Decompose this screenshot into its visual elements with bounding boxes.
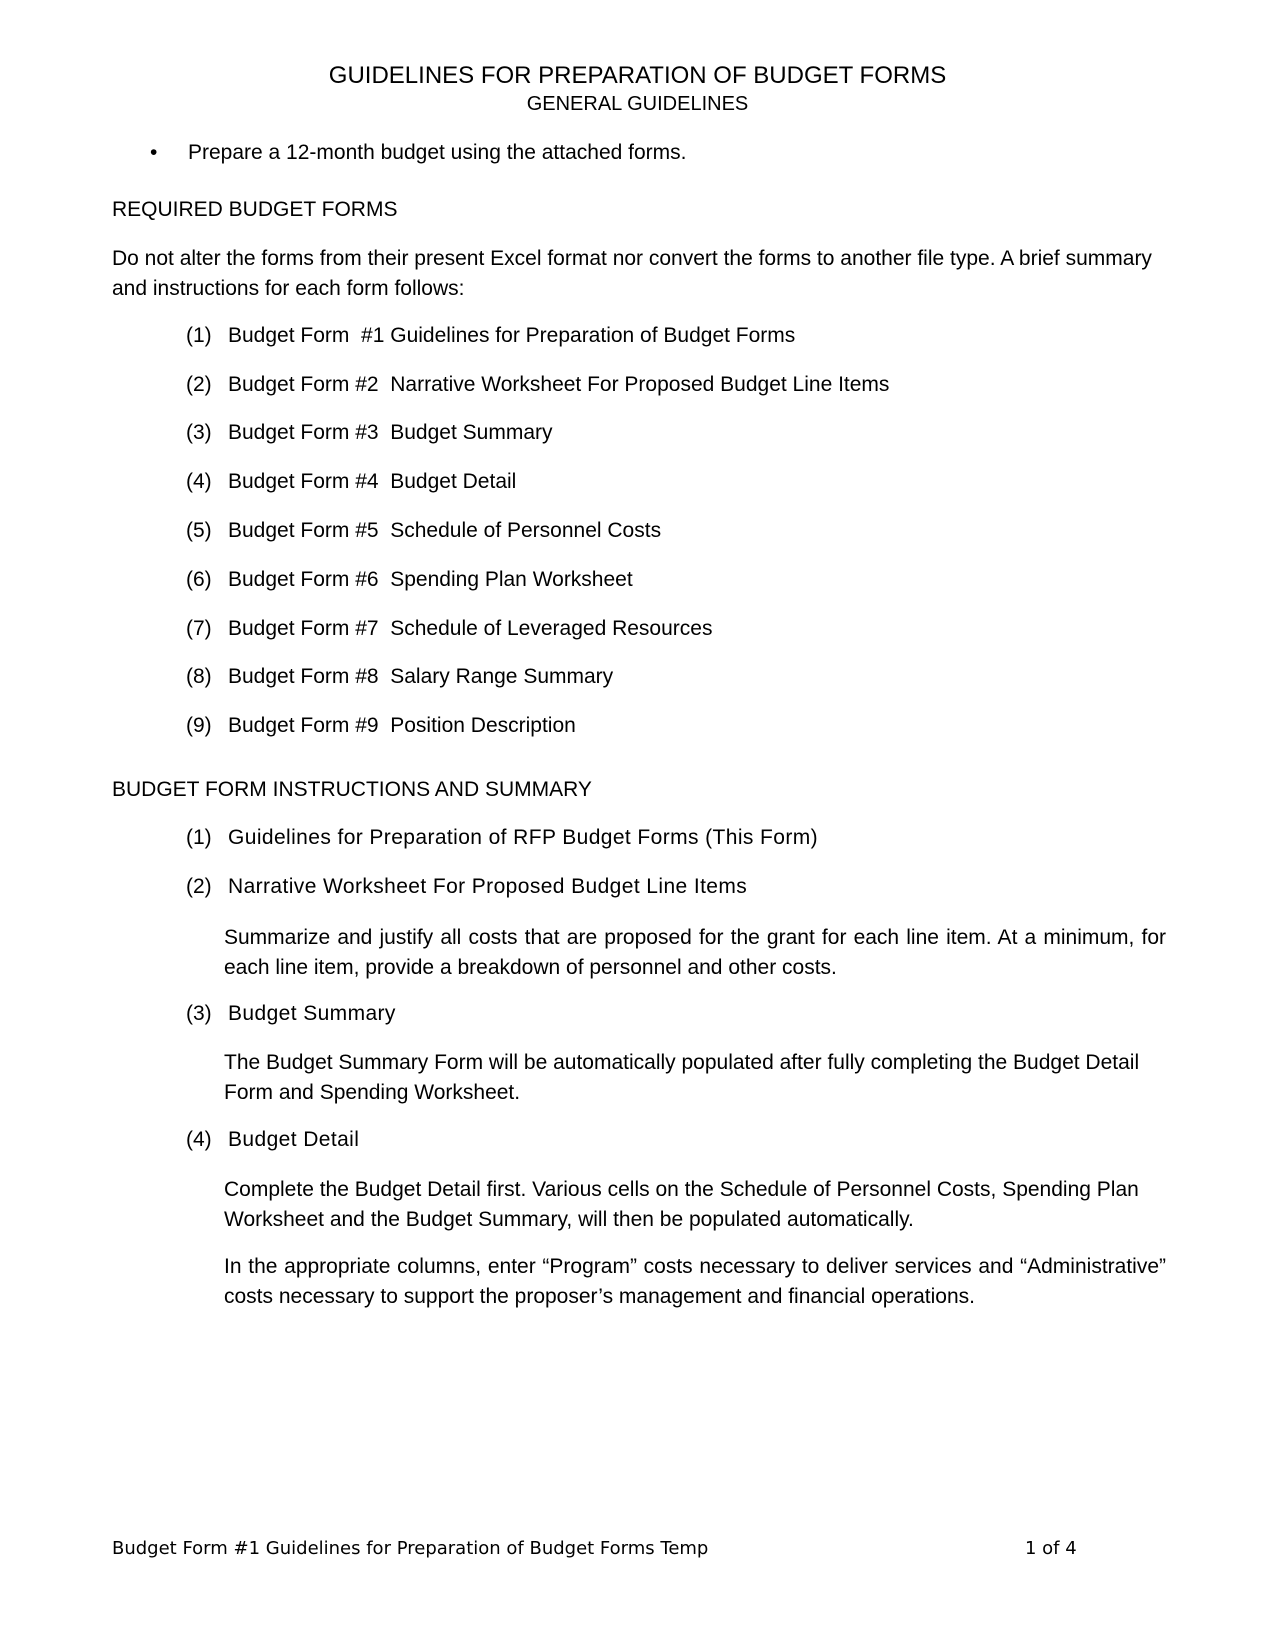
list-item: (1) Budget Form #1 Guidelines for Preparation of Budget Forms [186,324,796,347]
required-forms-heading: REQUIRED BUDGET FORMS [112,198,398,221]
instruction-item-1: (1) Guidelines for Preparation of RFP Budget Forms (This Form) [186,826,819,849]
list-item: (9) Budget Form #9 Position Description [186,714,576,737]
instructions-heading: BUDGET FORM INSTRUCTIONS AND SUMMARY [112,778,592,801]
bullet-text: Prepare a 12-month budget using the attached forms. [188,141,687,164]
list-item: (4) Budget Form #4 Budget Detail [186,470,517,493]
instruction-item-3: (3) Budget Summary [186,1002,396,1025]
list-item: (5) Budget Form #5 Schedule of Personnel Costs [186,519,662,542]
instruction-item-4-text-2: In the appropriate columns, enter “Program” costs necessary to deliver services and “Administrative” costs necessary to support the proposer’s management and financial operations. [224,1255,1166,1308]
bullet-icon: • [150,141,158,164]
instruction-item-2: (2) Narrative Worksheet For Proposed Budget Line Items [186,875,748,898]
document-subtitle: GENERAL GUIDELINES [526,93,749,115]
footer-document-name: Budget Form #1 Guidelines for Preparation of Budget Forms Temp [112,1538,709,1559]
list-item: (3) Budget Form #3 Budget Summary [186,421,553,444]
general-bullet [150,141,686,165]
instruction-item-4: (4) Budget Detail [186,1128,360,1151]
list-item: (6) Budget Form #6 Spending Plan Worksheet [186,568,633,591]
required-forms-intro: Do not alter the forms from their present Excel format nor convert the forms to another file type. A brief summary and instructions for each form follows: [112,247,1152,300]
footer-page-number: 1 of 4 [1025,1538,1077,1559]
instruction-item-4-text-1: Complete the Budget Detail first. Various cells on the Schedule of Personnel Costs, Spending Plan Worksheet and the Budget Summary, will then be populated automatically. [224,1178,1139,1231]
instruction-item-3-text: The Budget Summary Form will be automatically populated after fully completing the Budget Detail Form and Spending Worksheet. [224,1051,1140,1104]
list-item: (7) Budget Form #7 Schedule of Leveraged Resources [186,617,713,640]
list-item: (2) Budget Form #2 Narrative Worksheet For Proposed Budget Line Items [186,373,890,396]
document-title: GUIDELINES FOR PREPARATION OF BUDGET FORMS [328,62,947,89]
list-item: (8) Budget Form #8 Salary Range Summary [186,665,614,688]
instruction-item-2-text: Summarize and justify all costs that are proposed for the grant for each line item. At a minimum, for each line item, provide a breakdown of personnel and other costs. [224,926,1166,979]
